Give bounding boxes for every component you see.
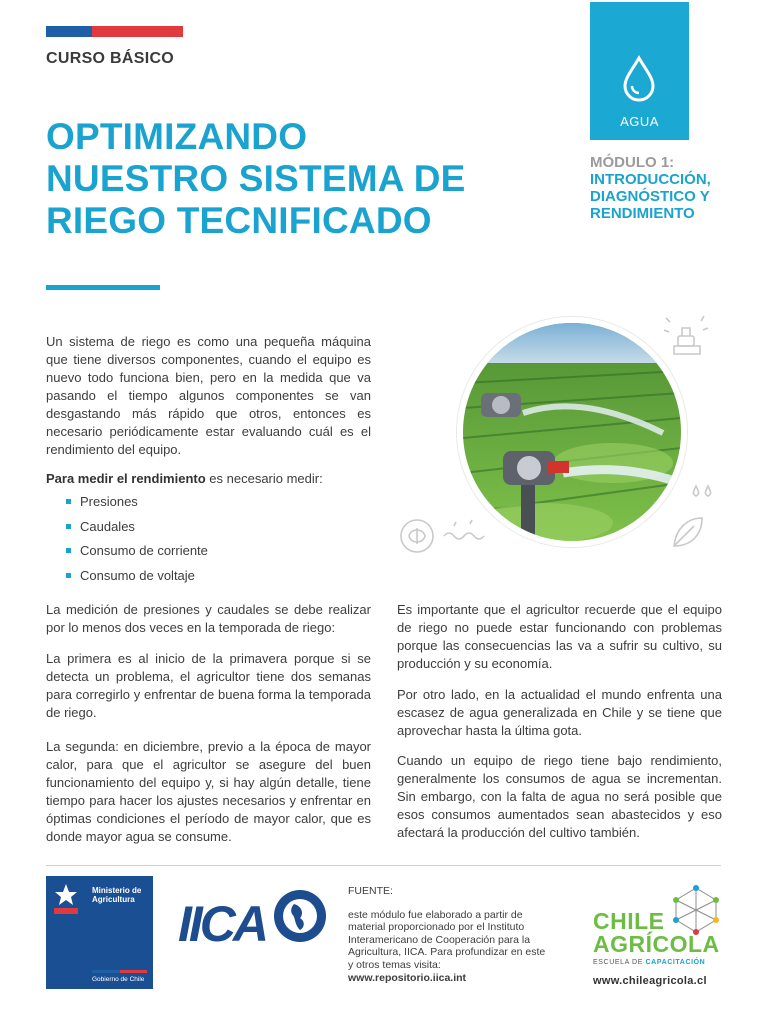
ministry-gob-label: Gobierno de Chile [92, 976, 145, 983]
cabbage-icon [397, 516, 437, 556]
paragraph-season: La medición de presiones y caudales se debe realizar por lo menos dos veces en la temporada de riego: [46, 602, 371, 635]
water-drop-icon [620, 54, 658, 102]
source-label: FUENTE: [348, 885, 393, 897]
list-item: Consumo de voltaje [66, 566, 208, 591]
list-item: Presiones [66, 492, 208, 517]
paragraph-spring: La primera es al inicio de la primavera porque si se detecta un problema, el agricultor tiene dos semanas para corregirlo y enfrentar de buena forma la temporada de riego. [46, 651, 371, 720]
measures-list [66, 492, 208, 590]
module-heading [590, 154, 760, 222]
website-link[interactable]: www.chileagricola.cl [593, 975, 707, 987]
module-title: INTRODUCCIÓN, DIAGNÓSTICO Y RENDIMIENTO [590, 171, 711, 222]
footer-divider [46, 865, 721, 866]
ministry-name: Ministerio de Agricultura [92, 886, 142, 904]
iica-logo: IICA [178, 896, 266, 952]
page-title: OPTIMIZANDO NUESTRO SISTEMA DE RIEGO TECNIFICADO [46, 116, 466, 241]
paragraph-scarcity: Por otro lado, en la actualidad el mundo enfrenta una escasez de agua generalizada en Chile y se tiene que aprovechar hasta la última gota. [397, 687, 722, 738]
network-icon [670, 884, 722, 936]
paragraph-importance: Es importante que el agricultor recuerde que el equipo de riego no puede estar funcionando con problemas porque las consecuencias las va a sufrir su cultivo, su producción y su economía. [397, 602, 722, 671]
iica-globe-icon [272, 888, 328, 944]
list-item: Consumo de corriente [66, 541, 208, 566]
wave-icon [440, 516, 500, 546]
topic-badge [590, 2, 689, 140]
irrigation-tap-icon [660, 308, 720, 368]
chile-agricola-logo-bottom: AGRÍCOLA [593, 931, 720, 957]
chile-agricola-logo-top: CHILE [593, 908, 665, 934]
sprinkler-field-image [463, 323, 681, 541]
ministry-logo [46, 876, 153, 989]
ministry-flag-bar [92, 970, 147, 973]
flag-stripe [46, 26, 183, 37]
course-kicker: CURSO BÁSICO [46, 50, 175, 67]
source-note: FUENTE: este módulo fue elaborado a partir de material proporcionado por el Instituto Interamericano de Cooperación para la Agricultura, IICA. Para profundizar en este y otros temas visita: www.repositorio.iica.int [348, 885, 548, 984]
paragraph-december: La segunda: en diciembre, previo a la época de mayor calor, para que el agricultor se asegure del buen funcionamiento del equipo y, si hay algún detalle, tiene tiempo para hacer los ajustes necesarios y enfrentar en óptimas condiciones el período de mayor calor, que es donde mayor agua se consume. [46, 739, 371, 844]
module-number: MÓDULO 1: [590, 154, 675, 171]
badge-label: AGUA [620, 114, 659, 129]
coat-of-arms-icon [51, 882, 81, 916]
measure-heading: Para medir el rendimiento es necesario medir: [46, 471, 323, 486]
intro-paragraph: Un sistema de riego es como una pequeña máquina que tiene diversos componentes, cuando el equipo es nuevo todo funciona bien, pero en la medida que va pasando el tiempo algunos componentes se van desgastando más rápido que otros, entonces es necesario periódicamente estar evaluando cuál es el rendimiento del equipo. [46, 334, 371, 457]
title-underline [46, 285, 160, 290]
leaf-icon [668, 512, 708, 552]
paragraph-low-yield: Cuando un equipo de riego tiene bajo rendimiento, generalmente los consumos de agua se incrementan. Sin embargo, con la falta de agua no será posible que esos consumos aumentados sean abastecidos y eso afectará la producción del cultivo también. [397, 753, 722, 840]
escuela-label: ESCUELA DE CAPACITACIÓN [593, 959, 706, 966]
droplets-icon [688, 480, 718, 510]
list-item: Caudales [66, 517, 208, 542]
source-link[interactable]: www.repositorio.iica.int [348, 971, 467, 984]
irrigation-photo [457, 317, 687, 547]
